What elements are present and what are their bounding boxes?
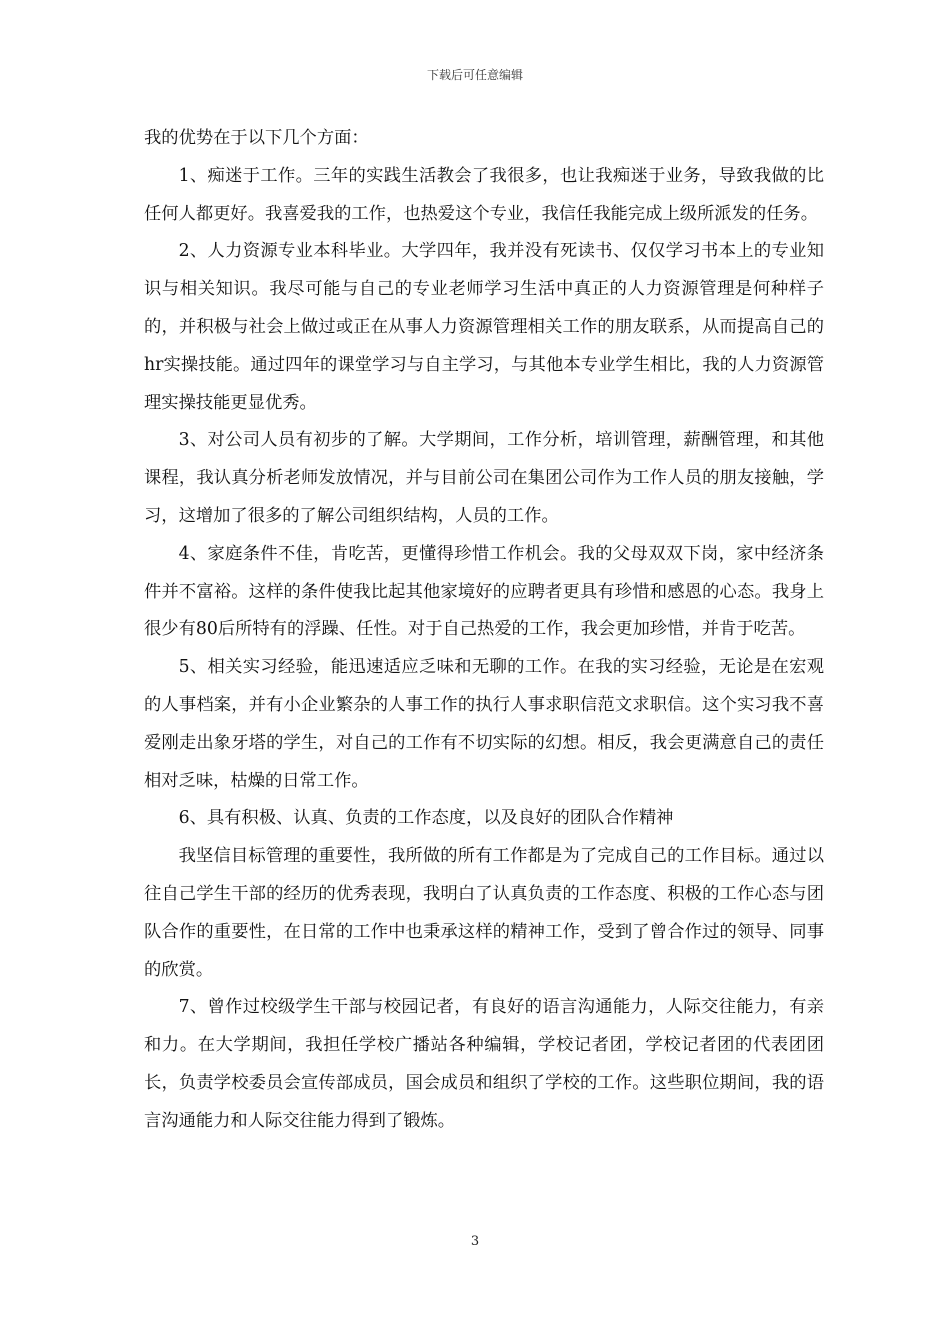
paragraph-6-heading: 6、具有积极、认真、负责的工作态度，以及良好的团队合作精神 — [178, 808, 674, 829]
paragraph-6-body: 我坚信目标管理的重要性，我所做的所有工作都是为了完成自己的工作目标。通过以往自己学生干部的经历的优秀表现，我明白了认真负责的工作态度、积极的工作心态与团队合作的重要性，在日常的工作中也秉承这样的精神工作，受到了曾合作过的领导、同事的欣赏。 — [144, 846, 824, 980]
page-number: 3 — [470, 1234, 480, 1249]
paragraph-2: 2、人力资源专业本科毕业。大学四年，我并没有死读书、仅仅学习书本上的专业知识与相关知识。我尽可能与自己的专业老师学习生活中真正的人力资源管理是何种样子的，并积极与社会上做过或正在从事人力资源管理相关工作的朋友联系，从而提高自己的hr实操技能。通过四年的课堂学习与自主学习，与其他本专业学生相比，我的人力资源管理实操技能更显优秀。 — [144, 241, 824, 413]
paragraph-1: 1、痴迷于工作。三年的实践生活教会了我很多，也让我痴迷于业务，导致我做的比任何人都更好。我喜爱我的工作，也热爱这个专业，我信任我能完成上级所派发的任务。 — [144, 165, 824, 224]
intro-paragraph: 我的优势在于以下几个方面： — [144, 128, 369, 148]
paragraph-5: 5、相关实习经验，能迅速适应乏味和无聊的工作。在我的实习经验，无论是在宏观的人事档案，并有小企业繁杂的人事工作的执行人事求职信范文求职信。这个实习我不喜爱刚走出象牙塔的学生，对自己的工作有不切实际的幻想。相反，我会更满意自己的责任相对乏味，枯燥的日常工作。 — [144, 657, 824, 791]
paragraph-4: 4、家庭条件不佳，肯吃苦，更懂得珍惜工作机会。我的父母双双下岗，家中经济条件并不富裕。这样的条件使我比起其他家境好的应聘者更具有珍惜和感恩的心态。我身上很少有80后所特有的浮躁、任性。对于自己热爱的工作，我会更加珍惜，并肯于吃苦。 — [144, 543, 824, 640]
page-header: 下载后可任意编辑 — [426, 68, 523, 82]
paragraph-3: 3、对公司人员有初步的了解。大学期间，工作分析，培训管理，薪酬管理，和其他课程，我认真分析老师发放情况，并与目前公司在集团公司作为工作人员的朋友接触，学习，这增加了很多的了解公司组织结构，人员的工作。 — [144, 430, 824, 526]
document-body — [144, 120, 824, 1141]
paragraph-7: 7、曾作过校级学生干部与校园记者，有良好的语言沟通能力，人际交往能力，有亲和力。在大学期间，我担任学校广播站各种编辑，学校记者团，学校记者团的代表团团长，负责学校委员会宣传部成员，国会成员和组织了学校的工作。这些职位期间，我的语言沟通能力和人际交往能力得到了锻炼。 — [144, 997, 824, 1131]
